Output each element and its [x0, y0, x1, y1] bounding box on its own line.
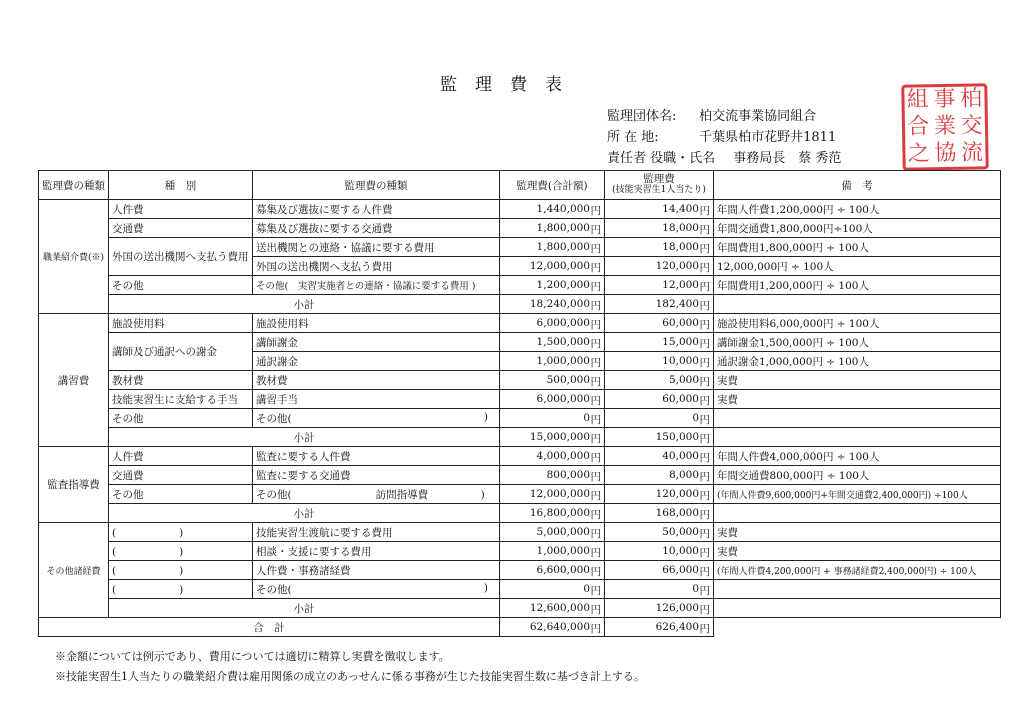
subtotal-label: 小計	[109, 599, 500, 618]
org-name-line	[607, 105, 816, 124]
item-cell: 講習手当	[253, 390, 500, 409]
org-resp: 事務局長 蔡 秀范	[733, 151, 842, 166]
kind-cell: 教材費	[109, 371, 253, 390]
org-resp-line	[607, 147, 841, 166]
seal-char: 合	[907, 114, 930, 140]
note-cell	[714, 428, 1001, 447]
total-cell: 5,000,000 円	[500, 523, 605, 542]
note-cell: 施設使用料6,000,000円 ÷ 100人	[714, 314, 1001, 333]
kind-cell: 講師及び通訳への謝金	[109, 333, 253, 371]
note-cell	[714, 409, 1001, 428]
note-cell: 年間人件費1,200,000円 ÷ 100人	[714, 200, 1001, 219]
note-cell: 年間交通費800,000円 ÷ 100人	[714, 466, 1001, 485]
total-cell: 1,440,000 円	[500, 200, 605, 219]
item-cell: 人件費・事務諸経費	[253, 561, 500, 580]
table-row	[39, 561, 1001, 580]
org-resp-label: 責任者 役職・氏名	[607, 151, 716, 166]
kind-cell: 技能実習生に支給する手当	[109, 390, 253, 409]
per-cell: 5,000 円	[605, 371, 714, 390]
kind-cell: その他	[109, 276, 253, 295]
section-name: 講習費	[39, 314, 109, 447]
table-row	[39, 523, 1001, 542]
total-cell: 500,000 円	[500, 371, 605, 390]
kind-cell: 外国の送出機関へ支払う費用	[109, 238, 253, 276]
kind-cell: ( )	[109, 561, 253, 580]
grand-total-row	[39, 618, 1001, 637]
total-cell: 12,600,000 円	[500, 599, 605, 618]
note-cell: 実費	[714, 371, 1001, 390]
seal-char: 交	[960, 113, 983, 139]
total-cell: 6,000,000 円	[500, 390, 605, 409]
total-cell: 1,000,000 円	[500, 542, 605, 561]
header-cell: 監理費(合計額)	[500, 171, 605, 200]
per-cell: 0 円	[605, 580, 714, 599]
note-cell: 年間費用1,200,000円 ÷ 100人	[714, 276, 1001, 295]
kind-cell: ( )	[109, 542, 253, 561]
seal-char: 組	[906, 87, 930, 113]
item-cell: 通訳謝金	[253, 352, 500, 371]
table-row	[39, 447, 1001, 466]
section-name: 監査指導費	[39, 447, 109, 523]
header-per-label: 監理費	[643, 173, 675, 185]
subtotal-row	[39, 599, 1001, 618]
note-cell: 実費	[714, 390, 1001, 409]
page-title: 監理費表	[440, 75, 580, 95]
per-cell: 50,000 円	[605, 523, 714, 542]
subtotal-label: 小計	[109, 504, 500, 523]
note-cell: 12,000,000円 ÷ 100人	[714, 257, 1001, 276]
total-cell: 1,200,000 円	[500, 276, 605, 295]
total-cell: 6,000,000 円	[500, 314, 605, 333]
note-cell: (年間人件費4,200,000円 + 事務諸経費2,400,000円) ÷ 100人	[714, 561, 1001, 580]
kind-cell: その他	[109, 409, 253, 428]
header-cell: 種 別	[109, 171, 253, 200]
note-cell: 実費	[714, 523, 1001, 542]
total-cell: 1,800,000 円	[500, 219, 605, 238]
subtotal-row	[39, 428, 1001, 447]
total-cell: 0 円	[500, 409, 605, 428]
note-cell	[714, 504, 1001, 523]
kind-cell: 交通費	[109, 219, 253, 238]
seal-char: 之	[907, 140, 931, 167]
grand-per-cell: 626,400 円	[605, 618, 714, 637]
kind-cell: ( )	[109, 523, 253, 542]
note-line: ※技能実習生1人当たりの職業紹介費は雇用関係の成立のあっせんに係る事務が生じた技能実習生数に基づき計上する。	[55, 670, 645, 683]
seal-char: 流	[960, 139, 984, 166]
per-cell: 14,400 円	[605, 200, 714, 219]
table-row	[39, 276, 1001, 295]
table-header	[39, 171, 1001, 200]
fee-table	[38, 170, 1001, 637]
note-cell	[714, 599, 1001, 618]
table-row	[39, 371, 1001, 390]
table-row	[39, 333, 1001, 352]
per-cell: 0 円	[605, 409, 714, 428]
subtotal-row	[39, 295, 1001, 314]
kind-cell: ( )	[109, 580, 253, 599]
header-cell	[605, 171, 714, 200]
per-cell: 120,000 円	[605, 485, 714, 504]
per-cell: 12,000 円	[605, 276, 714, 295]
item-cell: 施設使用料	[253, 314, 500, 333]
total-cell: 4,000,000 円	[500, 447, 605, 466]
total-cell: 15,000,000 円	[500, 428, 605, 447]
per-cell: 60,000 円	[605, 390, 714, 409]
kind-cell: 人件費	[109, 447, 253, 466]
seal-char: 柏	[959, 86, 983, 113]
per-cell: 8,000 円	[605, 466, 714, 485]
total-cell: 1,000,000 円	[500, 352, 605, 371]
table-row	[39, 485, 1001, 504]
header-cell: 監理費の種類	[39, 171, 109, 200]
item-cell: 講師謝金	[253, 333, 500, 352]
note-cell: 年間交通費1,800,000円÷100人	[714, 219, 1001, 238]
seal-char: 協	[934, 140, 957, 166]
per-cell: 10,000 円	[605, 542, 714, 561]
note-cell: 年間費用1,800,000円 ÷ 100人	[714, 238, 1001, 257]
table-row	[39, 219, 1001, 238]
total-cell: 6,600,000 円	[500, 561, 605, 580]
per-cell: 66,000 円	[605, 561, 714, 580]
per-cell: 40,000 円	[605, 447, 714, 466]
per-cell: 60,000 円	[605, 314, 714, 333]
total-cell: 16,800,000 円	[500, 504, 605, 523]
table-row	[39, 580, 1001, 599]
item-cell: 募集及び選抜に要する人件費	[253, 200, 500, 219]
per-cell: 120,000 円	[605, 257, 714, 276]
table-row	[39, 409, 1001, 428]
item-cell: その他( 実習実施者との連絡・協議に要する費用 )	[253, 276, 500, 295]
header-per-sub: (技能実習生1人当たり)	[612, 185, 706, 195]
item-cell: 外国の送出機関へ支払う費用	[253, 257, 500, 276]
note-cell: 年間人件費4,000,000円 ÷ 100人	[714, 447, 1001, 466]
item-cell: 募集及び選抜に要する交通費	[253, 219, 500, 238]
table-row	[39, 390, 1001, 409]
per-cell: 168,000 円	[605, 504, 714, 523]
total-cell: 1,500,000 円	[500, 333, 605, 352]
total-cell: 1,800,000 円	[500, 238, 605, 257]
subtotal-label: 小計	[109, 295, 500, 314]
kind-cell: 施設使用料	[109, 314, 253, 333]
org-address: 千葉県柏市花野井1811	[699, 130, 837, 145]
per-cell: 18,000 円	[605, 219, 714, 238]
item-cell: 監査に要する人件費	[253, 447, 500, 466]
total-cell: 0 円	[500, 580, 605, 599]
total-cell: 800,000 円	[500, 466, 605, 485]
item-cell: 教材費	[253, 371, 500, 390]
item-cell: その他( 訪問指導費 )	[253, 485, 500, 504]
per-cell: 10,000 円	[605, 352, 714, 371]
item-cell: その他( )	[253, 409, 500, 428]
table-row	[39, 200, 1001, 219]
per-cell: 18,000 円	[605, 238, 714, 257]
total-cell: 18,240,000 円	[500, 295, 605, 314]
grand-total-label: 合 計	[39, 618, 500, 637]
org-name-label: 監理団体名:	[607, 109, 677, 124]
total-cell: 12,000,000 円	[500, 485, 605, 504]
grand-total-cell: 62,640,000 円	[500, 618, 605, 637]
item-cell: 送出機関との連絡・協議に要する費用	[253, 238, 500, 257]
header-cell: 監理費の種類	[253, 171, 500, 200]
note-cell	[714, 580, 1001, 599]
table-row	[39, 238, 1001, 257]
kind-cell: 人件費	[109, 200, 253, 219]
item-cell: 相談・支援に要する費用	[253, 542, 500, 561]
item-cell: 監査に要する交通費	[253, 466, 500, 485]
per-cell: 182,400 円	[605, 295, 714, 314]
note-cell	[714, 295, 1001, 314]
table-row	[39, 314, 1001, 333]
section-name: 職業紹介費(※)	[39, 200, 109, 314]
note-line: ※金額については例示であり、費用については適切に精算し実費を徴収します。	[55, 650, 450, 663]
section-name: その他諸経費	[39, 523, 109, 618]
subtotal-row	[39, 504, 1001, 523]
seal-char: 業	[933, 113, 957, 140]
table-row	[39, 466, 1001, 485]
per-cell: 150,000 円	[605, 428, 714, 447]
subtotal-label: 小計	[109, 428, 500, 447]
item-cell: その他( )	[253, 580, 500, 599]
org-name: 柏交流事業協同組合	[699, 109, 817, 124]
seal-stamp	[901, 83, 988, 170]
total-cell: 12,000,000 円	[500, 257, 605, 276]
item-cell: 技能実習生渡航に要する費用	[253, 523, 500, 542]
note-cell: 通訳謝金1,000,000円 ÷ 100人	[714, 352, 1001, 371]
org-address-label: 所 在 地:	[607, 130, 659, 145]
org-address-line	[607, 126, 836, 145]
table-row	[39, 542, 1001, 561]
note-cell: 実費	[714, 542, 1001, 561]
note-cell: (年間人件費9,600,000円+年間交通費2,400,000円) ÷100人	[714, 485, 1001, 504]
kind-cell: 交通費	[109, 466, 253, 485]
seal-char: 事	[933, 87, 956, 113]
header-cell: 備 考	[714, 171, 1001, 200]
kind-cell: その他	[109, 485, 253, 504]
per-cell: 126,000 円	[605, 599, 714, 618]
per-cell: 15,000 円	[605, 333, 714, 352]
note-cell: 講師謝金1,500,000円 ÷ 100人	[714, 333, 1001, 352]
